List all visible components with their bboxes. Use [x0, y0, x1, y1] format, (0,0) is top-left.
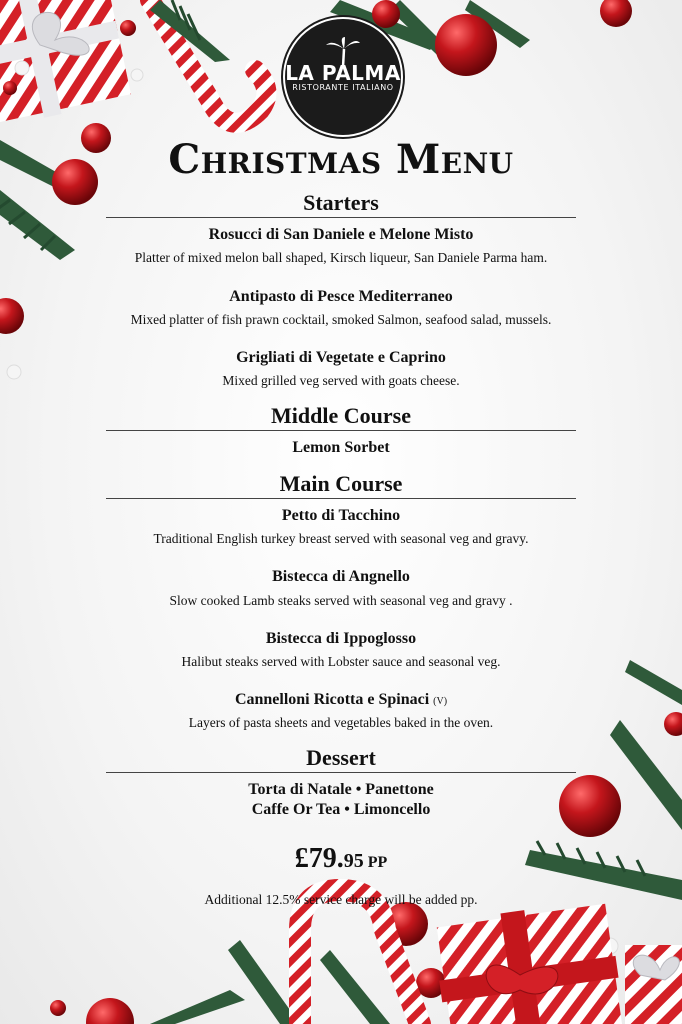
menu-item-name: Rosucci di San Daniele e Melone Misto	[208, 226, 474, 243]
menu-item-description: Platter of mixed melon ball shaped, Kirsch liqueur, San Daniele Parma ham.	[134, 250, 548, 265]
restaurant-logo	[283, 17, 403, 137]
price-main: £79.	[294, 843, 344, 874]
menu-item-name-text: Cannelloni Ricotta e Spinaci	[234, 691, 430, 708]
section-heading-starters: Starters	[106, 190, 576, 218]
menu-item-description: Mixed platter of fish prawn cocktail, smoked Salmon, seafood salad, mussels.	[130, 312, 552, 327]
price-unit: PP	[367, 854, 388, 871]
dessert-line: Torta di Natale • Panettone	[248, 781, 434, 798]
menu-item-description: Layers of pasta sheets and vegetables baked in the oven.	[188, 715, 494, 730]
menu-item-description: Halibut steaks served with Lobster sauce and seasonal veg.	[181, 654, 501, 669]
menu-item-name	[60, 690, 622, 712]
menu-item-description: Slow cooked Lamb steaks served with seasonal veg and gravy .	[169, 593, 513, 608]
menu-item-name: Grigliati di Vegetate e Caprino	[236, 349, 446, 366]
gift-box-icon-bottom-right	[437, 904, 682, 1024]
menu-item-description: Mixed grilled veg served with goats cheese.	[222, 373, 460, 388]
menu-title: Christmas Menu	[168, 136, 514, 183]
section-heading-dessert: Dessert	[106, 745, 576, 773]
service-charge-note: Additional 12.5% service charge will be added pp.	[204, 892, 478, 907]
menu-item-name: Bistecca di Ippoglosso	[265, 630, 417, 647]
section-heading-main-course: Main Course	[106, 471, 576, 499]
logo-subtitle: RISTORANTE ITALIANO	[292, 83, 394, 92]
section-heading-middle-course: Middle Course	[106, 403, 576, 431]
menu-item-name: Bistecca di Angnello	[272, 568, 410, 585]
logo-name: LA PALMA	[285, 61, 401, 85]
menu-item-name: Petto di Tacchino	[281, 507, 401, 524]
dessert-line: Caffe Or Tea • Limoncello	[251, 801, 431, 818]
price-cents: 95	[343, 850, 364, 872]
menu-price	[0, 842, 682, 880]
menu-item-description: Traditional English turkey breast served with seasonal veg and gravy.	[153, 531, 529, 546]
vegetarian-tag: (V)	[433, 696, 448, 707]
menu-item-name: Antipasto di Pesce Mediterraneo	[229, 288, 453, 305]
pine-branch-icon-bottom	[150, 940, 390, 1024]
menu-item-name: Lemon Sorbet	[292, 439, 390, 456]
